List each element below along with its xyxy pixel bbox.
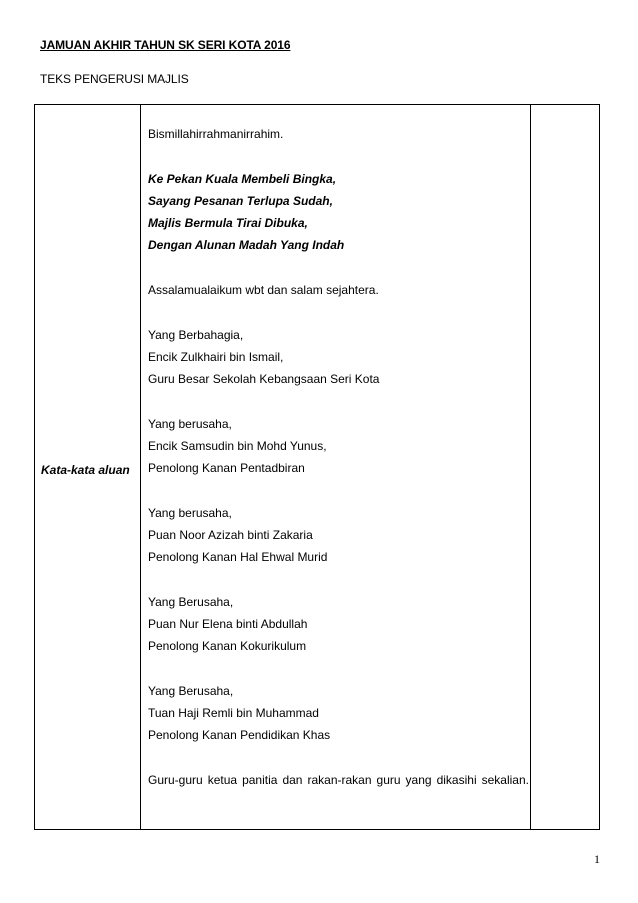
addressee-role: Penolong Kanan Hal Ehwal Murid (148, 550, 328, 564)
column-divider-left (140, 105, 141, 829)
row-label: Kata-kata aluan (41, 463, 130, 477)
addressee-name: Encik Samsudin bin Mohd Yunus, (148, 439, 327, 453)
addressee-salutation: Yang Berbahagia, (148, 328, 244, 342)
addressee-role: Penolong Kanan Kokurikulum (148, 639, 307, 653)
addressee-role: Penolong Kanan Pentadbiran (148, 461, 305, 475)
addressee-salutation: Yang berusaha, (148, 417, 232, 431)
opening-line: Bismillahirrahmanirrahim. (148, 127, 284, 141)
column-divider-right (530, 105, 531, 829)
pantun-line: Sayang Pesanan Terlupa Sudah, (148, 194, 333, 208)
addressee-name: Tuan Haji Remli bin Muhammad (148, 706, 319, 720)
page-number: 1 (594, 852, 600, 866)
addressee-name: Puan Noor Azizah binti Zakaria (148, 528, 313, 542)
addressee-salutation: Yang berusaha, (148, 506, 232, 520)
speech-content (148, 123, 529, 791)
document-title: JAMUAN AKHIR TAHUN SK SERI KOTA 2016 (40, 38, 291, 52)
document-subtitle: TEKS PENGERUSI MAJLIS (40, 72, 189, 86)
addressee-role: Penolong Kanan Pendidikan Khas (148, 728, 331, 742)
addressee-salutation: Yang Berusaha, (148, 684, 234, 698)
addressee-name: Puan Nur Elena binti Abdullah (148, 617, 308, 631)
closing-paragraph: Guru-guru ketua panitia dan rakan-rakan guru yang dikasihi sekalian. (148, 773, 529, 787)
script-table (34, 104, 600, 830)
pantun-line: Majlis Bermula Tirai Dibuka, (148, 216, 308, 230)
pantun-line: Ke Pekan Kuala Membeli Bingka, (148, 172, 337, 186)
addressee-salutation: Yang Berusaha, (148, 595, 234, 609)
addressee-role: Guru Besar Sekolah Kebangsaan Seri Kota (148, 372, 380, 386)
addressee-name: Encik Zulkhairi bin Ismail, (148, 350, 284, 364)
pantun-line: Dengan Alunan Madah Yang Indah (148, 238, 345, 252)
greeting-line: Assalamualaikum wbt dan salam sejahtera. (148, 283, 379, 297)
